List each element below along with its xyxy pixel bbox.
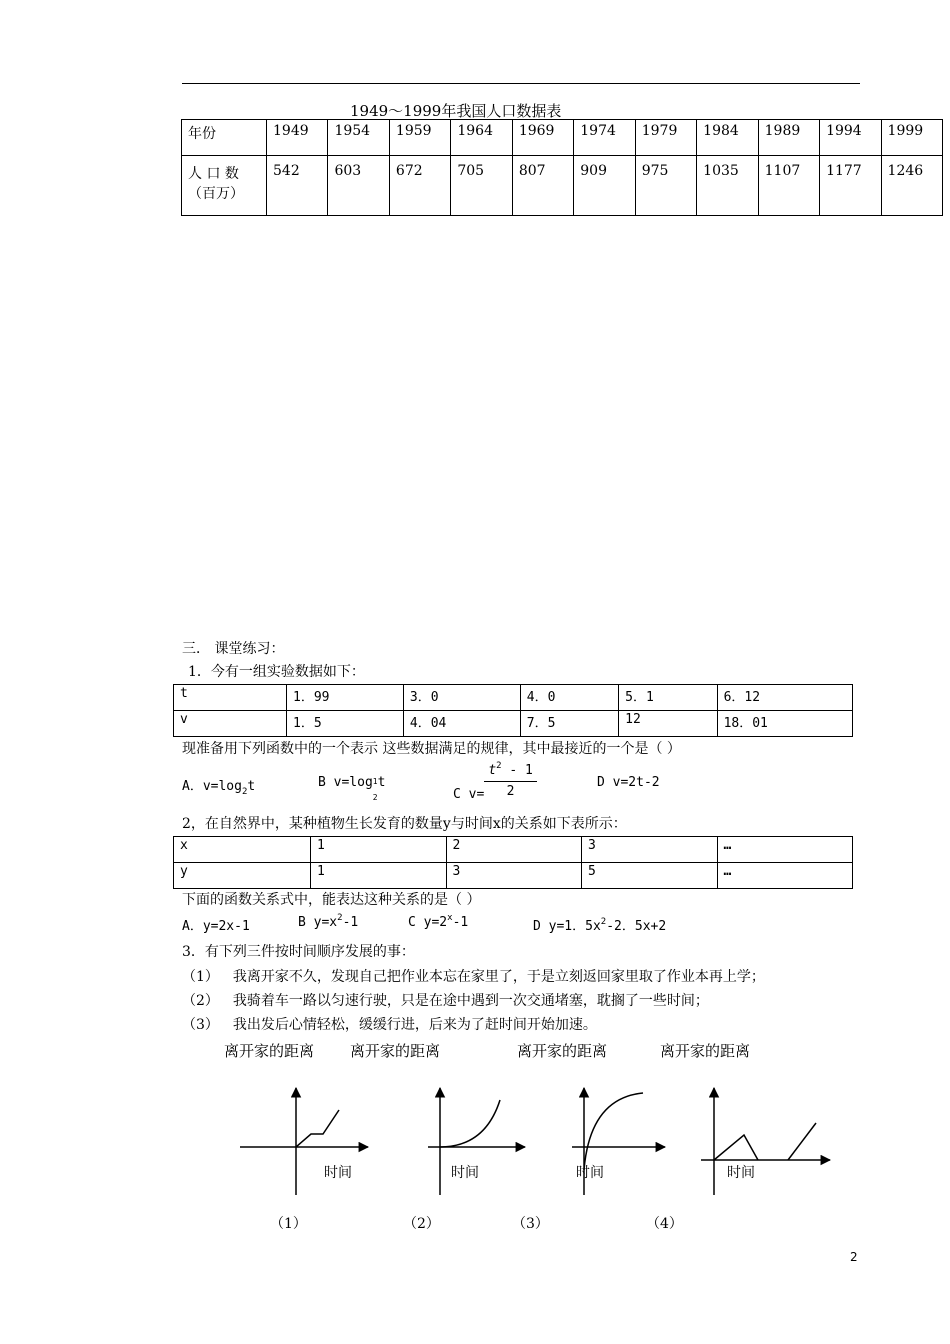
t-cell: 1．99	[287, 685, 404, 711]
x-label: x	[174, 837, 311, 863]
population-cell: 909	[574, 156, 635, 216]
x-cell: 1	[311, 837, 447, 863]
t-cell: 5．1	[619, 685, 717, 711]
q3-item-num: （1）	[182, 969, 219, 985]
population-cell: 1177	[820, 156, 881, 216]
opt-d-a: D y=1．5x	[533, 919, 601, 934]
x-cell: 2	[446, 837, 582, 863]
graph3-ylabel: 离开家的距离	[517, 1042, 608, 1060]
graph1-curve	[296, 1110, 339, 1147]
q1-intro: 1．今有一组实验数据如下：	[188, 664, 365, 680]
q3-item-num: （3）	[182, 1017, 219, 1033]
graph2-xlabel: 时间	[451, 1165, 479, 1181]
y-cell: …	[717, 863, 853, 889]
graph1-ylabel: 离开家的距离	[224, 1042, 315, 1060]
graph2-curve	[440, 1100, 500, 1147]
v-cell: 12	[619, 711, 717, 737]
opt-b-b: -1	[342, 915, 359, 930]
population-table-title: 1949～1999年我国人口数据表	[350, 102, 562, 120]
opt-a-prefix: A．v=log	[182, 779, 242, 794]
population-cell: 672	[389, 156, 450, 216]
opt-b-suffix: t	[377, 775, 386, 790]
year-cell: 1959	[389, 120, 450, 156]
year-cell: 1999	[881, 120, 942, 156]
population-cell: 1246	[881, 156, 942, 216]
opt-d-b: -2．5x+2	[606, 919, 667, 934]
opt-c-num-rest: - 1	[501, 763, 533, 778]
x-cell: …	[717, 837, 853, 863]
opt-c-a: C y=2	[408, 915, 448, 930]
graph4-curve-part1	[714, 1135, 758, 1160]
q1-question: 现准备用下列函数中的一个表示 这些数据满足的规律，其中最接近的一个是（ ）	[182, 741, 681, 757]
graph4-xlabel: 时间	[727, 1165, 755, 1181]
q1-option-d: D v=2t-2	[597, 775, 660, 790]
population-cell: 603	[328, 156, 389, 216]
year-cell: 1994	[820, 120, 881, 156]
y-cell: 5	[582, 863, 718, 889]
q3-item-text: 我骑着车一路以匀速行驶，只是在途中遇到一次交通堵塞，耽搁了一些时间；	[232, 993, 709, 1009]
graph1-xlabel: 时间	[324, 1165, 352, 1181]
year-cell: 1969	[512, 120, 573, 156]
t-cell: 3．0	[403, 685, 520, 711]
population-cell: 975	[635, 156, 696, 216]
year-cell: 1949	[267, 120, 328, 156]
label-line1: 人 口 数	[188, 166, 239, 182]
graph4-curve-part2	[788, 1123, 816, 1160]
row-label-year: 年份	[182, 120, 267, 156]
y-label: y	[174, 863, 311, 889]
x-cell: 3	[582, 837, 718, 863]
opt-b-sub-num: 1	[372, 777, 378, 786]
q3-item-text: 我出发后心情轻松，缓缓行进，后来为了赶时间开始加速。	[232, 1017, 597, 1033]
y-cell: 3	[446, 863, 582, 889]
population-cell: 705	[451, 156, 512, 216]
q2-intro: 2，在自然界中，某种植物生长发育的数量y与时间x的关系如下表所示：	[182, 816, 627, 832]
year-cell: 1974	[574, 120, 635, 156]
graph3-number: （3）	[512, 1216, 549, 1232]
year-cell: 1979	[635, 120, 696, 156]
population-cell: 542	[267, 156, 328, 216]
opt-b-sup: 2	[337, 913, 343, 923]
year-cell: 1984	[697, 120, 758, 156]
page-number: 2	[850, 1250, 858, 1264]
opt-a-suffix: t	[247, 779, 256, 794]
t-cell: 4．0	[520, 685, 618, 711]
section-title: 三． 课堂练习：	[182, 641, 285, 657]
opt-a-sub: 2	[241, 787, 248, 797]
v-cell: 7．5	[520, 711, 618, 737]
opt-c-num-sup: 2	[496, 761, 502, 771]
q2-option-a: A．y=2x-1	[182, 919, 250, 934]
opt-b-prefix: B v=log	[318, 775, 373, 790]
graph3-curve	[584, 1093, 643, 1170]
graph2-number: （2）	[403, 1216, 440, 1232]
graph4-number: （4）	[646, 1216, 683, 1232]
graph1-number: （1）	[270, 1216, 307, 1232]
v-cell: 18．01	[717, 711, 852, 737]
year-cell: 1954	[328, 120, 389, 156]
y-cell: 1	[311, 863, 447, 889]
opt-c-prefix: C v=	[453, 786, 485, 802]
graph4-ylabel: 离开家的距离	[660, 1042, 751, 1060]
opt-b-a: B y=x	[298, 915, 338, 930]
v-cell: 1．5	[287, 711, 404, 737]
q2-question: 下面的函数关系式中，能表达这种关系的是（ ）	[182, 892, 481, 908]
label-line2: （百万）	[188, 186, 244, 202]
opt-b-sub-den: 2	[372, 793, 378, 802]
population-cell: 807	[512, 156, 573, 216]
opt-c-sup: x	[447, 913, 453, 923]
opt-d-sup: 2	[600, 917, 607, 927]
q3-intro: 3．有下列三件按时间顺序发展的事：	[182, 944, 415, 960]
graph2-ylabel: 离开家的距离	[350, 1042, 441, 1060]
v-label: v	[174, 711, 287, 737]
q3-item-num: （2）	[182, 993, 219, 1009]
opt-c-b: -1	[452, 915, 469, 930]
population-cell: 1107	[758, 156, 819, 216]
opt-c-num-t: t	[488, 763, 497, 778]
year-cell: 1964	[451, 120, 512, 156]
graph3-xlabel: 时间	[576, 1165, 604, 1181]
year-cell: 1989	[758, 120, 819, 156]
q3-item-text: 我离开家不久，发现自己把作业本忘在家里了，于是立刻返回家里取了作业本再上学；	[232, 969, 765, 985]
t-cell: 6．12	[717, 685, 852, 711]
population-cell: 1035	[697, 156, 758, 216]
opt-c-denominator: 2	[506, 784, 515, 799]
t-label: t	[174, 685, 287, 711]
v-cell: 4．04	[403, 711, 520, 737]
